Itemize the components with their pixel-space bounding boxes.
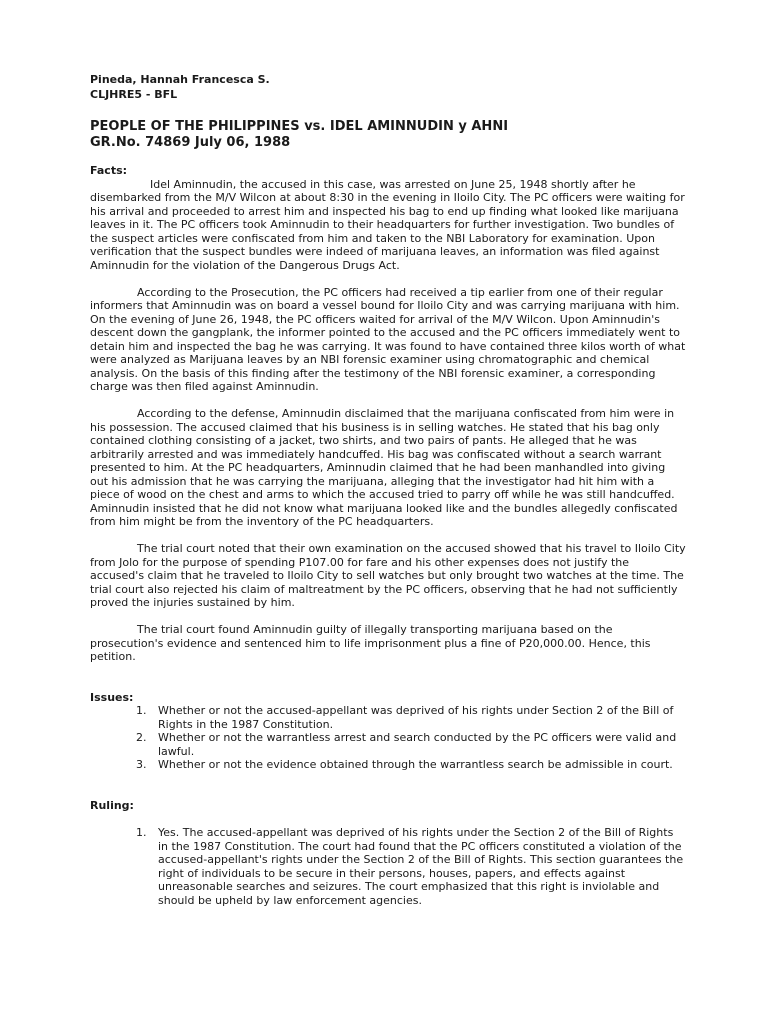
author-name: Pineda, Hannah Francesca S.	[90, 73, 270, 86]
facts-heading: Facts:	[90, 164, 128, 177]
issue-text: Whether or not the accused-appellant was deprived of his rights under Section 2 of the Bill of Rights in the 1987 Constitution.	[158, 704, 674, 731]
issues-heading: Issues:	[90, 690, 134, 704]
ruling-number: 1.	[136, 826, 147, 839]
course-section: CLJHRE5 - BFL	[90, 88, 178, 101]
issue-number: 3.	[136, 758, 147, 771]
issue-number: 1.	[136, 704, 147, 717]
issue-item-2	[90, 731, 686, 758]
ruling-item-1	[90, 826, 686, 907]
ruling-text: Yes. The accused-appellant was deprived of his rights under the Section 2 of the Bill of Rights in the 1987 Constitution. The court had found that the PC officers constituted a violation of the accused-appellant's rights under the Section 2 of the Bill of Rights. This section guarantees the right of individuals to be secure in their persons, houses, papers, and effects against unreasonable searches and seizures. The court emphasized that this right is inviolable and should be upheld by law enforcement agencies.	[158, 826, 684, 907]
case-gr-number: GR.No. 74869 July 06, 1988	[90, 135, 291, 150]
case-title: PEOPLE OF THE PHILIPPINES vs. IDEL AMINNUDIN y AHNI	[90, 119, 509, 134]
ruling-list	[90, 826, 686, 907]
facts-paragraph-3: According to the defense, Aminnudin disclaimed that the marijuana confiscated from him were in his possession. The accused claimed that his business is in selling watches. He stated that his bag only contained clothing consisting of a jacket, two shirts, and two pairs of pants. He alleged that he was arbitrarily arrested and was immediately handcuffed. His bag was confiscated without a search warrant presented to him. At the PC headquarters, Aminnudin claimed that he had been manhandled into giving out his admission that he was carrying the marijuana, alleging that the investigator had hit him with a piece of wood on the chest and arms to which the accused tried to parry off while he was still handcuffed. Aminnudin insisted that he did not know what marijuana looked like and the bundles allegedly confiscated from him might be from the inventory of the PC headquarters.	[90, 407, 678, 528]
issue-item-3	[90, 758, 686, 772]
issues-list	[90, 704, 686, 772]
facts-paragraph-2: According to the Prosecution, the PC officers had received a tip earlier from one of their regular informers that Aminnudin was on board a vessel bound for Iloilo City and was carrying marijuana with him. On the evening of June 26, 1948, the PC officers waited for arrival of the M/V Wilcon. Upon Aminnudin's descent down the gangplank, the informer pointed to the accused and the PC officers immediately went to detain him and inspected the bag he was carrying. It was found to have contained three kilos worth of what were analyzed as Marijuana leaves by an NBI forensic examiner using chromatographic and chemical analysis. On the basis of this finding after the testimony of the NBI forensic examiner, a corresponding charge was then filed against Aminnudin.	[90, 285, 686, 393]
issue-item-1	[90, 704, 686, 731]
issue-text: Whether or not the warrantless arrest and search conducted by the PC officers were valid and lawful.	[158, 731, 677, 758]
facts-paragraph-4: The trial court noted that their own examination on the accused showed that his travel to Iloilo City from Jolo for the purpose of spending P107.00 for fare and his other expenses does not justify the accused's claim that he traveled to Iloilo City to sell watches but only brought two watches at the time. The trial court also rejected his claim of maltreatment by the PC officers, observing that he had not sufficiently proved the injuries sustained by him.	[90, 542, 686, 609]
issue-text: Whether or not the evidence obtained through the warrantless search be admissible in court.	[158, 758, 673, 771]
issue-number: 2.	[136, 731, 147, 744]
ruling-heading: Ruling:	[90, 798, 134, 812]
facts-paragraph-5: The trial court found Aminnudin guilty of illegally transporting marijuana based on the prosecution's evidence and sentenced him to life imprisonment plus a fine of P20,000.00. Hence, this petition.	[90, 623, 651, 663]
facts-paragraph-1: Idel Aminnudin, the accused in this case, was arrested on June 25, 1948 shortly after he disembarked from the M/V Wilcon at about 8:30 in the evening in Iloilo City. The PC officers were waiting for his arrival and proceeded to arrest him and inspected his bag to end up finding what looked like marijuana leaves in it. The PC officers took Aminnudin to their headquarters for further investigation. Two bundles of the suspect articles were confiscated from him and taken to the NBI Laboratory for examination. Upon verification that the suspect bundles were indeed of marijuana leaves, an information was filed against Aminnudin for the violation of the Dangerous Drugs Act.	[90, 177, 685, 272]
